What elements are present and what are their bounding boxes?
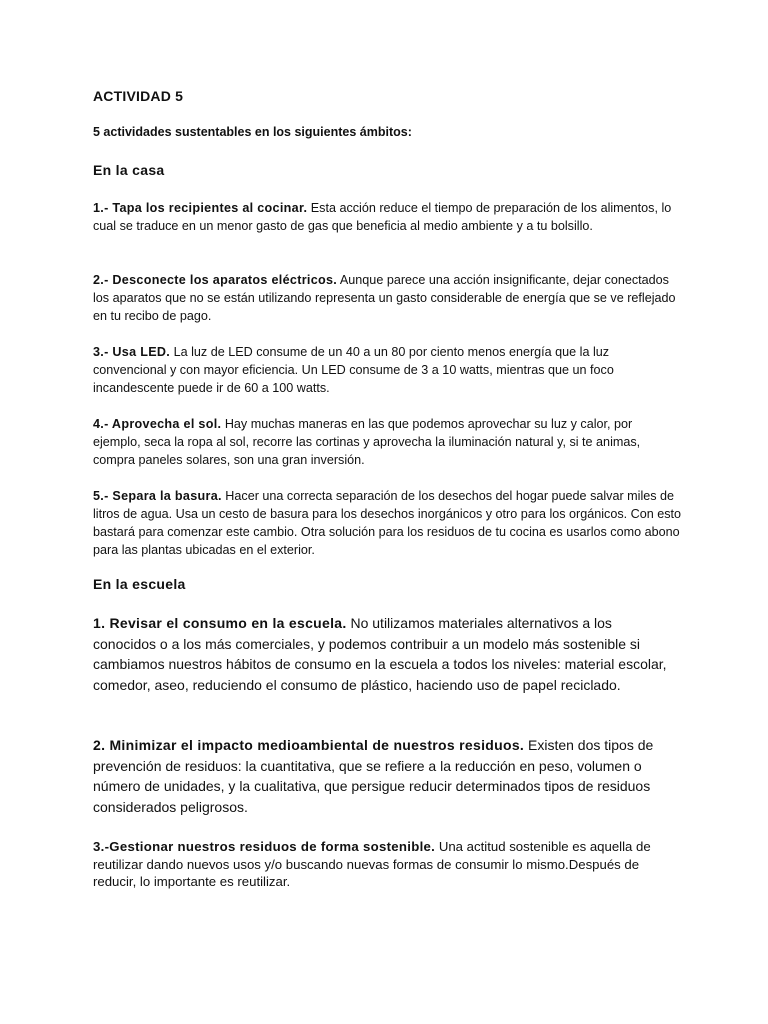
item-lead: 3.- Usa LED.: [93, 345, 171, 359]
document-title: ACTIVIDAD 5: [93, 88, 184, 104]
item-text: Una actitud sostenible es aquella de reutilizar dando nuevos usos y/o buscando nuevas formas de consumir lo mismo.Después de reducir, lo importante es reutilizar.: [93, 839, 651, 889]
item-text: Existen dos tipos de prevención de residuos: la cuantitativa, que se refiere a la reducción en peso, volumen o número de unidades, y la cualitativa, que persigue reducir determinados tipos de residuos considerados peligrosos.: [93, 737, 654, 815]
item-lead: 2. Minimizar el impacto medioambiental de nuestros residuos.: [93, 737, 525, 753]
list-item: [93, 487, 683, 559]
list-item: [93, 735, 673, 817]
list-item: [93, 199, 683, 235]
list-item: [93, 613, 673, 695]
item-text: No utilizamos materiales alternativos a los conocidos o a los más comerciales, y podemos contribuir a un modelo más sostenible si cambiamos nuestros hábitos de consumo en la escuela a todos los niveles: material escolar, comedor, aseo, reduciendo el consumo de plástico, haciendo uso de papel reciclado.: [93, 615, 667, 693]
item-text: Hacer una correcta separación de los desechos del hogar puede salvar miles de litros de agua. Usa un cesto de basura para los desechos inorgánicos y otro para los orgánicos. Con esto bastará para comenzar este cambio. Otra solución para los residuos de tu cocina es usarlos como abono para las plantas ubicadas en el exterior.: [93, 489, 682, 557]
item-lead: 4.- Aprovecha el sol.: [93, 417, 222, 431]
item-lead: 1. Revisar el consumo en la escuela.: [93, 615, 347, 631]
item-lead: 1.- Tapa los recipientes al cocinar.: [93, 201, 308, 215]
list-item: [93, 343, 683, 397]
document-page: [93, 0, 683, 1024]
item-lead: 2.- Desconecte los aparatos eléctricos.: [93, 273, 338, 287]
list-item: [93, 271, 683, 325]
item-text: Hay muchas maneras en las que podemos aprovechar su luz y calor, por ejemplo, seca la ropa al sol, recorre las cortinas y aprovecha la iluminación natural y, si te animas, compra paneles solares, son una gran inversión.: [93, 417, 641, 467]
item-text: Esta acción reduce el tiempo de preparación de los alimentos, lo cual se traduce en un menor gasto de gas que beneficia al medio ambiente y a tu bolsillo.: [93, 201, 672, 233]
item-lead: 3.-Gestionar nuestros residuos de forma sostenible.: [93, 839, 436, 854]
item-lead: 5.- Separa la basura.: [93, 489, 222, 503]
list-item: [93, 838, 673, 891]
item-text: Aunque parece una acción insignificante, dejar conectados los aparatos que no se están utilizando representa un gasto considerable de energía que se ve reflejado en tu recibo de pago.: [93, 273, 676, 323]
list-item: [93, 415, 683, 469]
section-heading-escuela: En la escuela: [93, 576, 186, 592]
section-heading-casa: En la casa: [93, 162, 165, 178]
document-subtitle: 5 actividades sustentables en los siguientes ámbitos:: [93, 125, 412, 139]
item-text: La luz de LED consume de un 40 a un 80 por ciento menos energía que la luz convencional y con mayor eficiencia. Un LED consume de 3 a 10 watts, mientras que un foco incandescente puede ir de 60 a 100 watts.: [93, 345, 614, 395]
